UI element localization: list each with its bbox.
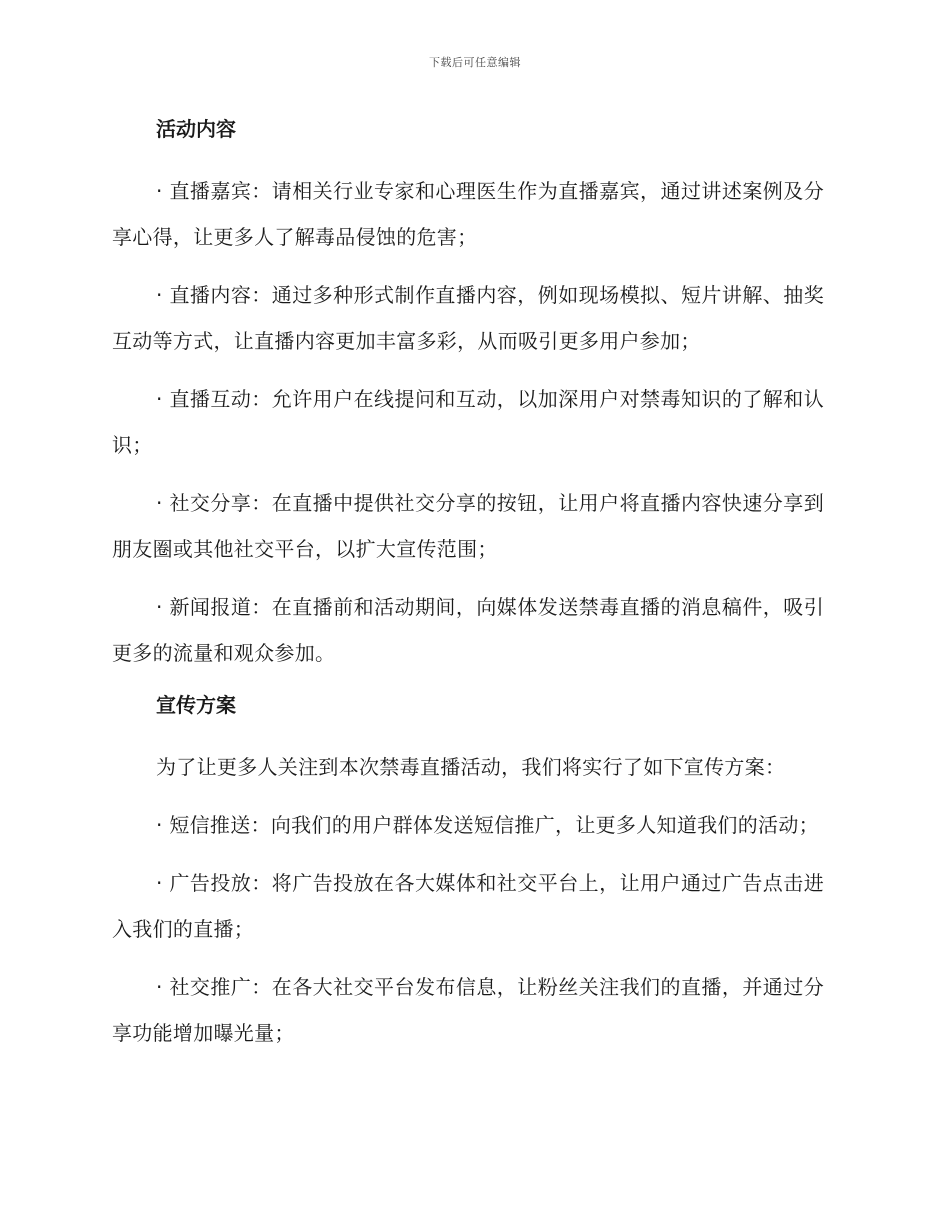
document-body — [112, 112, 824, 1068]
paragraph-live-interaction: · 直播互动：允许用户在线提问和互动，以加深用户对禁毒知识的了解和认识； — [112, 387, 824, 457]
paragraph-live-content: · 直播内容：通过多种形式制作直播内容，例如现场模拟、短片讲解、抽奖互动等方式，让直播内容更加丰富多彩，从而吸引更多用户参加； — [112, 283, 824, 353]
paragraph-ad-placement: · 广告投放：将广告投放在各大媒体和社交平台上，让用户通过广告点击进入我们的直播； — [112, 871, 824, 941]
section-heading-activity-content: 活动内容 — [156, 117, 236, 141]
page-header: 下载后可任意编辑 — [429, 56, 521, 69]
paragraph-promotion-intro: 为了让更多人关注到本次禁毒直播活动，我们将实行了如下宣传方案： — [156, 755, 786, 779]
paragraph-live-guests: · 直播嘉宾：请相关行业专家和心理医生作为直播嘉宾，通过讲述案例及分享心得，让更多人了解毒品侵蚀的危害； — [112, 179, 824, 249]
paragraph-news-report: · 新闻报道：在直播前和活动期间，向媒体发送禁毒直播的消息稿件，吸引更多的流量和观众参加。 — [112, 595, 824, 665]
paragraph-sms-push: · 短信推送：向我们的用户群体发送短信推广，让更多人知道我们的活动； — [156, 813, 819, 837]
paragraph-social-sharing: · 社交分享：在直播中提供社交分享的按钮，让用户将直播内容快速分享到朋友圈或其他社交平台，以扩大宣传范围； — [112, 491, 824, 561]
section-heading-promotion-plan: 宣传方案 — [156, 693, 236, 717]
paragraph-social-promotion: · 社交推广：在各大社交平台发布信息，让粉丝关注我们的直播，并通过分享功能增加曝光量； — [112, 975, 824, 1045]
